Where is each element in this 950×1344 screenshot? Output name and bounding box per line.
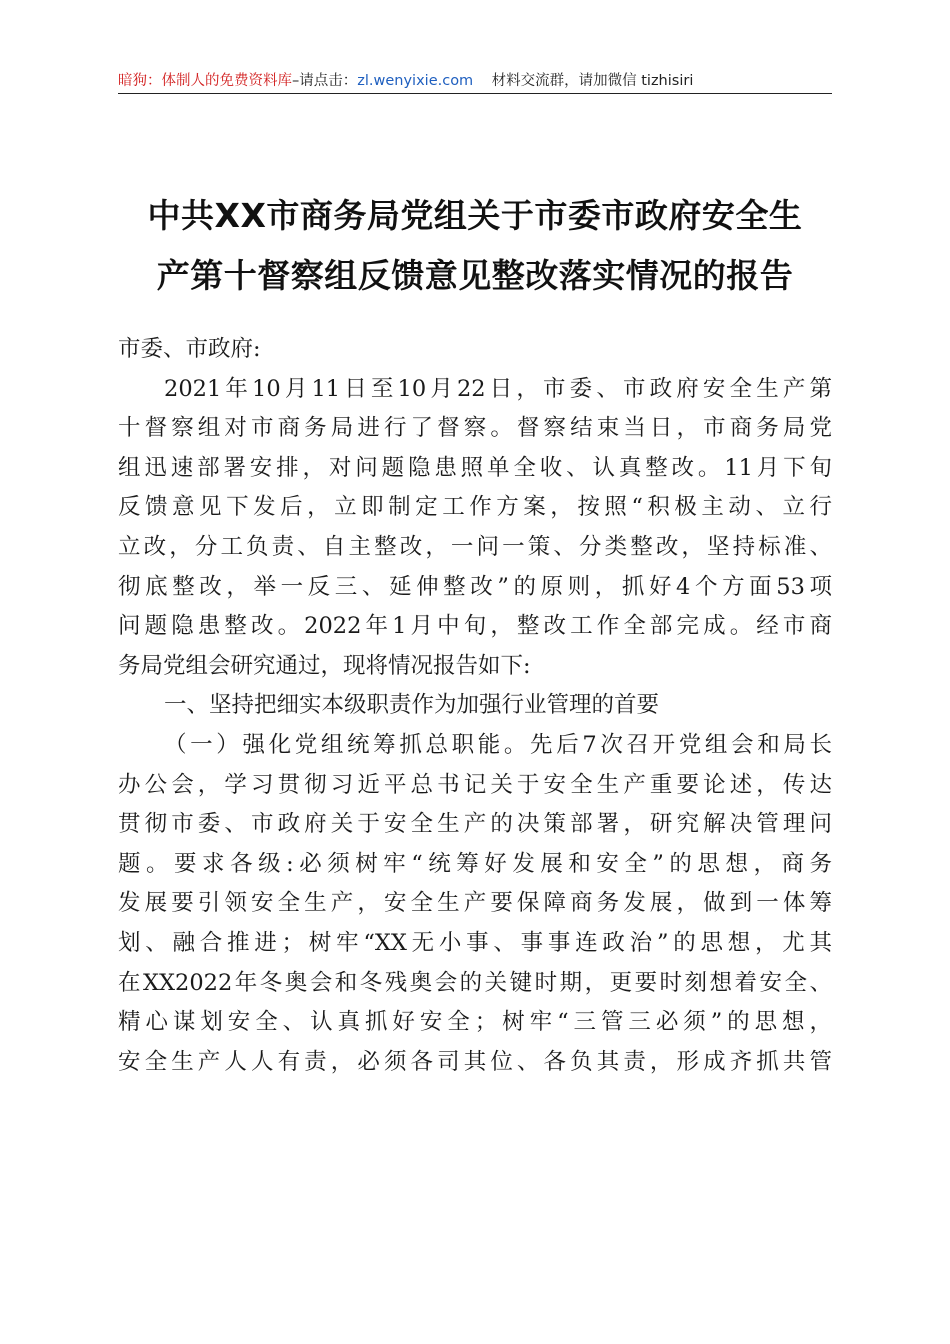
paragraph-line: 反馈意见下发后，立即制定工作方案，按照“积极主动、立行 [118, 494, 832, 521]
paragraph-line: 务局党组会研究通过，现将情况报告如下: [118, 652, 531, 679]
title-line-2: 产第十督察组反馈意见整改落实情况的报告 [156, 256, 794, 295]
paragraph-line: 安全生产人人有责，必须各司其位、各负其责，形成齐抓共管 [118, 1048, 832, 1075]
header-click-prefix: –请点击： [292, 73, 358, 89]
paragraph-line: 办公会，学习贯彻习近平总书记关于安全生产重要论述，传达 [118, 771, 832, 798]
salutation: 市委、市政府: [118, 336, 261, 362]
header-brand: 暗狗：体制人的免费资料库 [118, 73, 292, 89]
paragraph-line: 立改，分工负责、自主整改，一问一策、分类整改，坚持标准、 [118, 533, 832, 560]
header-divider [118, 93, 832, 94]
paragraph-line: 划、融合推进；树牢“XX无小事、事事连政治”的思想，尤其 [118, 929, 832, 956]
document-title [118, 186, 832, 306]
header-group-text: 材料交流群，请加微信 tizhisiri [491, 73, 694, 89]
header-site-link[interactable]: zl.wenyixie.com [357, 73, 474, 89]
document-body [118, 330, 832, 1082]
paragraph-line: 组迅速部署安排，对问题隐患照单全收、认真整改。11月下旬 [118, 454, 832, 481]
paragraph-line: 发展要引领安全生产，安全生产要保障商务发展，做到一体筹 [118, 890, 832, 917]
title-line-1: 中共XX市商务局党组关于市委市政府安全生 [147, 196, 803, 235]
paragraph-line: 彻底整改，举一反三、延伸整改”的原则，抓好4个方面53项 [118, 573, 832, 600]
paragraph-line: 问题隐患整改。2022年1月中旬，整改工作全部完成。经市商 [118, 613, 832, 640]
paragraph-line: 题。要求各级:必须树牢“统筹好发展和安全”的思想，商务 [118, 850, 832, 877]
paragraph-line: 十督察组对市商务局进行了督察。督察结束当日，市商务局党 [118, 415, 832, 442]
paragraph-line: 在XX2022年冬奥会和冬残奥会的关键时期，更要时刻想着安全、 [118, 969, 832, 996]
watermark-header [118, 70, 832, 92]
paragraph-line: 贯彻市委、市政府关于安全生产的决策部署，研究解决管理问 [118, 811, 832, 838]
paragraph-line: 2021年10月11日至10月22日，市委、市政府安全生产第 [164, 375, 832, 402]
paragraph-line: 精心谋划安全、认真抓好安全；树牢“三管三必须”的思想， [118, 1009, 832, 1036]
paragraph-line: （一）强化党组统筹抓总职能。先后7次召开党组会和局长 [164, 731, 832, 758]
section-heading: 一、坚持把细实本级职责作为加强行业管理的首要 [164, 692, 660, 719]
